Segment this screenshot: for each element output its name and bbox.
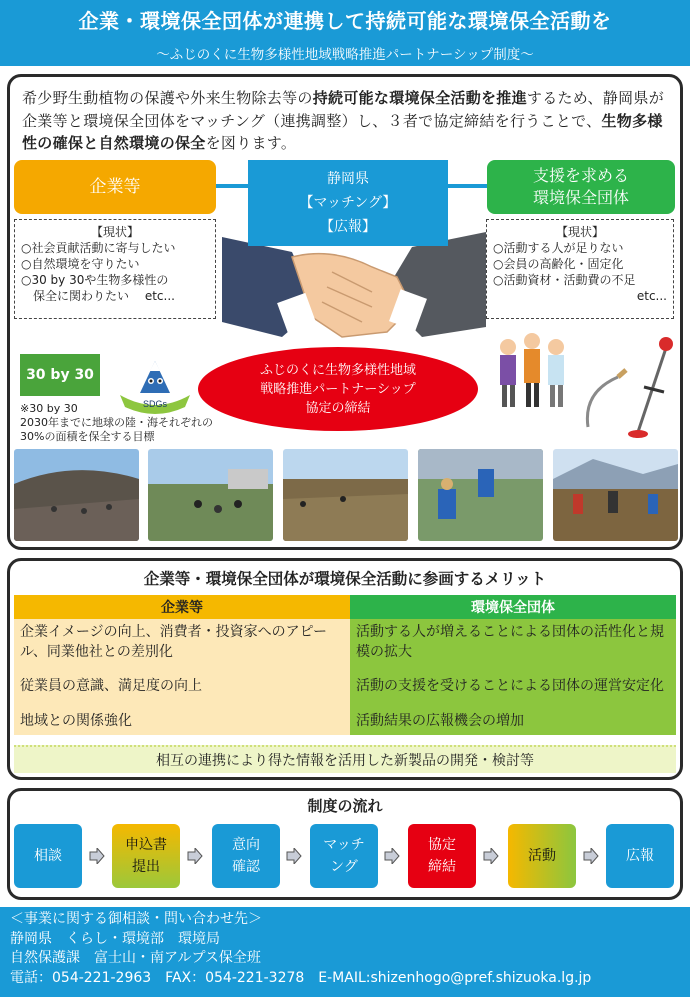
note-line: ○活動する人が足りない	[493, 241, 624, 255]
intro-part: を図ります。	[205, 134, 297, 152]
note-line: 保全に関わりたい etc...	[21, 289, 175, 303]
activity-photo-1	[14, 449, 139, 541]
flow-title: 制度の流れ	[307, 797, 383, 815]
contact-heading: ＜事業に関する御相談・問い合わせ先＞	[10, 911, 262, 927]
arrow-right-icon	[384, 848, 400, 864]
agreement-line: ふじのくに生物多様性地域	[259, 363, 416, 378]
arrow-right-icon	[286, 848, 302, 864]
note-line: ○30 by 30や生物多様性の	[21, 273, 169, 287]
merits-panel	[7, 558, 683, 780]
flow-step-activity	[508, 824, 576, 888]
group-line: 支援を求める	[532, 166, 629, 185]
note-line: ○会員の高齢化・固定化	[493, 257, 624, 271]
contact-line: 静岡県 くらし・環境部 環境局	[10, 930, 220, 947]
step-label: ング	[330, 859, 358, 875]
overview-panel	[7, 74, 683, 550]
connector-line	[448, 184, 488, 188]
company-status-note	[14, 219, 216, 319]
note-line: etc...	[636, 289, 667, 303]
table-cell: 企業イメージの向上、消費者・投資家へのアピール、同業他社との差別化	[14, 619, 350, 665]
agreement-line: 戦略推進パートナーシップ	[260, 382, 416, 397]
prefecture-line: 静岡県	[327, 171, 369, 187]
note-line: 2030年までに地球の陸・海それぞれの	[20, 416, 213, 429]
arrow-right-icon	[89, 848, 105, 864]
table-row	[14, 665, 676, 707]
contact-footer	[0, 907, 690, 997]
30by30-badge: 30 by 30	[20, 354, 100, 396]
merits-table	[14, 595, 676, 735]
step-label: 申込書	[125, 837, 167, 853]
header-banner	[0, 0, 690, 66]
activity-photo-5	[553, 449, 678, 541]
table-cell: 従業員の意識、満足度の向上	[14, 665, 350, 707]
step-label: 締結	[428, 859, 456, 875]
agreement-ellipse	[198, 347, 478, 431]
note-line: ○社会貢献活動に寄与したい	[21, 241, 176, 255]
page-title: 企業・環境保全団体が連携して持続可能な環境保全活動を	[78, 9, 612, 33]
intro-text	[22, 87, 672, 155]
note-line: ○自然環境を守りたい	[21, 257, 140, 271]
step-label: 活動	[528, 848, 556, 864]
table-cell: 活動結果の広報機会の増加	[350, 707, 676, 735]
contact-line: 電話：054-221-2963 FAX：054-221-3278 E-MAIL:shizenhogo@pref.shizuoka.lg.jp	[10, 969, 592, 986]
merits-title: 企業等・環境保全団体が環境保全活動に参画するメリット	[143, 570, 547, 588]
merits-common-row: 相互の連携により得た情報を活用した新製品の開発・検討等	[14, 745, 676, 773]
flow-step-matching	[310, 824, 378, 888]
step-label: 意向	[232, 837, 260, 853]
flow-panel	[7, 788, 683, 900]
flow-step-publicity	[606, 824, 674, 888]
note-title: 【現状】	[555, 225, 604, 239]
step-label: 広報	[626, 848, 654, 864]
merits-col-company: 企業等	[14, 595, 350, 619]
intro-emphasis: 生物多様性の確保と自然環境の保全	[22, 111, 663, 152]
merits-col-group: 環境保全団体	[350, 595, 676, 619]
group-line: 環境保全団体	[532, 188, 629, 207]
activity-photo-3	[283, 449, 408, 541]
activity-photo-2	[148, 449, 273, 541]
step-label: 協定	[428, 837, 456, 853]
prefecture-line: 【広報】	[320, 219, 376, 235]
company-box: 企業等	[14, 160, 216, 214]
group-box	[487, 160, 675, 214]
note-line: ○活動資材・活動費の不足	[493, 273, 636, 287]
volunteers-illustration	[490, 327, 575, 417]
table-cell: 地域との関係強化	[14, 707, 350, 735]
contact-line: 自然保護課 富士山・南アルプス保全班	[10, 950, 261, 966]
table-row	[14, 619, 676, 665]
table-cell: 活動の支援を受けることによる団体の運営安定化	[350, 665, 676, 707]
note-title: 【現状】	[90, 225, 139, 239]
note-line: ※30 by 30	[20, 402, 78, 415]
intro-part: するため、静岡県が企業等と環境保全団体をマッチング（連携調整）し、３者で協定締結を行うことで、	[22, 89, 665, 130]
prefecture-line: 【マッチング】	[299, 195, 397, 211]
table-row	[14, 707, 676, 735]
connector-line	[216, 184, 248, 188]
agreement-line: 協定の締結	[305, 401, 371, 416]
flow-step-consult	[14, 824, 82, 888]
group-status-note	[486, 219, 674, 319]
step-label: 相談	[34, 848, 62, 864]
flow-step-application	[112, 824, 180, 888]
arrow-right-icon	[583, 848, 599, 864]
arrow-right-icon	[187, 848, 203, 864]
flow-step-intention	[212, 824, 280, 888]
step-label: マッチ	[323, 837, 365, 853]
intro-emphasis: 持続可能な環境保全活動を推進	[312, 89, 527, 107]
prefecture-box	[248, 160, 448, 246]
tools-illustration	[578, 332, 678, 442]
note-line: 30%の面積を保全する目標	[20, 430, 155, 443]
arrow-right-icon	[483, 848, 499, 864]
flow-step-agreement	[408, 824, 476, 888]
table-cell: 活動する人が増えることによる団体の活性化と規模の拡大	[350, 619, 676, 665]
activity-photo-4	[418, 449, 543, 541]
intro-part: 希少野生動植物の保護や外来生物除去等の	[22, 89, 313, 107]
sdgs-label: SDGs	[142, 399, 168, 409]
step-label: 確認	[232, 859, 260, 875]
page-subtitle: ～ふじのくに生物多様性地域戦略推進パートナーシップ制度～	[156, 47, 534, 63]
step-label: 提出	[132, 859, 160, 875]
